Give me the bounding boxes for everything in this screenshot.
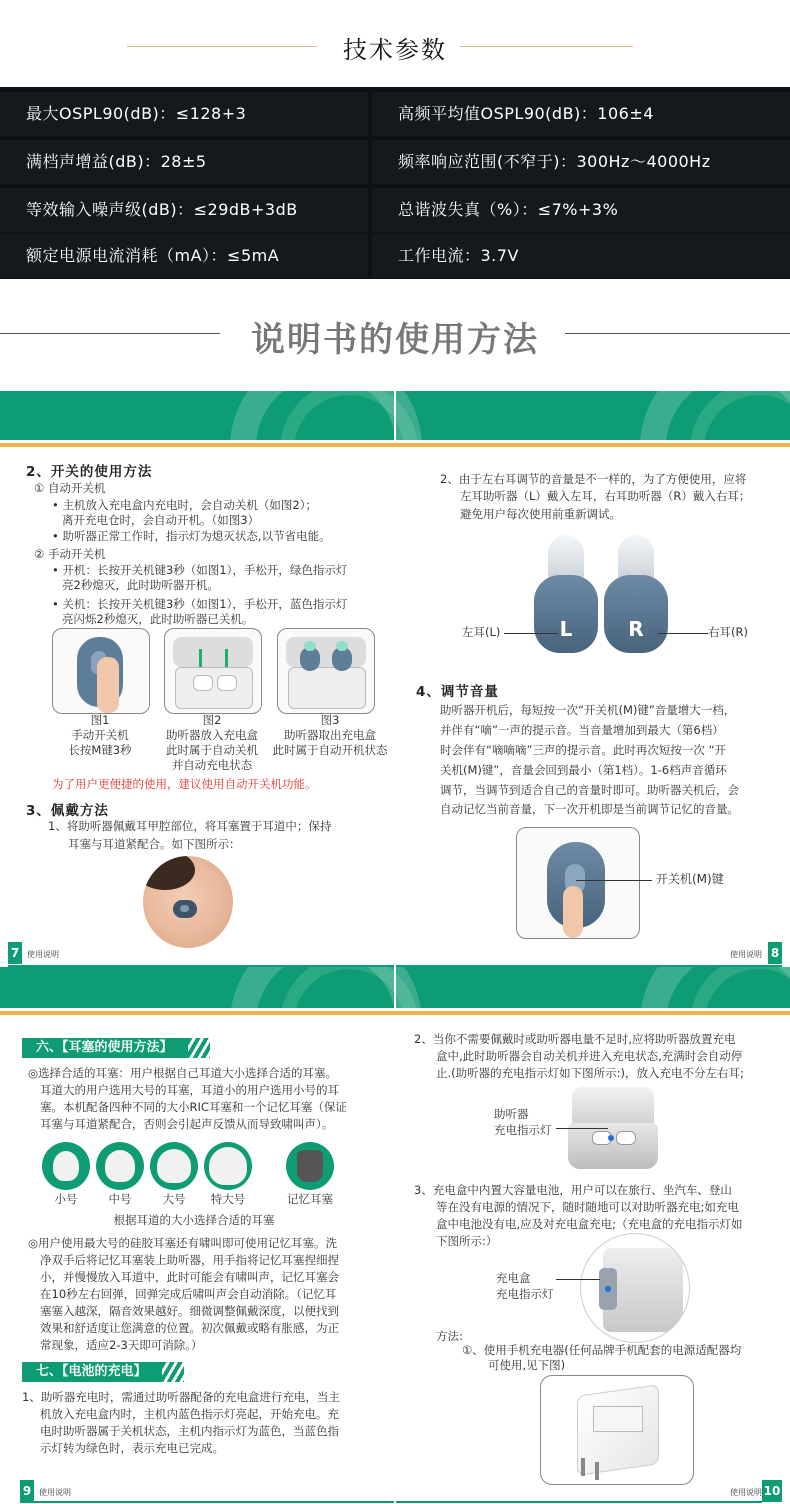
method-label: 方法: xyxy=(436,1329,463,1343)
page-7 xyxy=(0,447,394,967)
spec-cell: 高频平均值OSPL90(dB)：106±4 xyxy=(372,92,790,136)
text-line: 左耳助听器（L）戴入左耳，右耳助听器（R）戴入右耳； xyxy=(460,489,751,503)
eartip-label: 小号 xyxy=(54,1192,78,1206)
figure-2-image xyxy=(164,628,262,714)
text-line: 示灯转为绿色时，表示充电已完成。 xyxy=(40,1441,224,1455)
key-label: 开关机(M)键 xyxy=(656,872,724,886)
eartip-xlarge-image xyxy=(204,1142,252,1190)
green-banner-bottom xyxy=(0,967,790,1015)
charging-case-image xyxy=(568,1087,658,1171)
page-number: 8 xyxy=(768,942,782,964)
left-hearing-aid-image xyxy=(534,535,598,653)
page-number: 10 xyxy=(762,1480,782,1502)
spec-cell: 总谐波失真（%）：≤7%+3% xyxy=(372,188,790,232)
section-tag-charging: 七、【电池的充电】 xyxy=(22,1362,162,1382)
page-10 xyxy=(396,1015,790,1504)
eartip-memory-image xyxy=(286,1142,334,1190)
text-line: 时会伴有“嘀嘀嘀”三声的提示音。此时再次短按一次 “开 xyxy=(440,743,727,757)
text-line: 离开充电仓时，会自动开机。（如图3） xyxy=(62,513,260,527)
text-line: ◎选择合适的耳塞：用户根据自己耳道大小选择合适的耳塞。 xyxy=(28,1066,338,1080)
manual-title: ② 手动开关机 xyxy=(34,547,106,561)
eartip-small-image xyxy=(42,1142,90,1190)
indicator-label: 充电指示灯 xyxy=(496,1287,554,1301)
text-line: 助听器开机后，每短按一次“开关机(M)键”音量增大一档， xyxy=(440,703,736,717)
text-line: 盒中电池没有电,应及对充电盒充电;（充电盒的充电指示灯如 xyxy=(436,1217,743,1231)
right-hearing-aid-image xyxy=(604,535,668,653)
indicator-pointer-line xyxy=(556,1279,600,1280)
text-line: 净双手后将记忆耳塞装上助听器，用手指将记忆耳塞捏细捏 xyxy=(40,1253,339,1267)
page-label: 使用说明 xyxy=(39,1488,71,1497)
indicator-label: 充电指示灯 xyxy=(494,1123,552,1137)
text-line: 盒中,此时助听器会自动关机并进入充电状态,充满时会自动停 xyxy=(436,1049,743,1063)
page-9 xyxy=(0,1015,394,1504)
ear-wearing-photo xyxy=(143,856,233,948)
indicator-label: 充电盒 xyxy=(496,1271,531,1285)
left-pointer-line xyxy=(504,633,558,634)
text-line: • 主机放入充电盒内充电时，会自动关机（如图2）； xyxy=(52,498,318,512)
text-line: 下图所示:） xyxy=(436,1234,498,1248)
key-pointer-line xyxy=(576,880,652,881)
figure-1-caption: 图1 手动开关机 长按M键3秒 xyxy=(68,713,132,757)
eartip-label: 大号 xyxy=(162,1192,186,1206)
text-line: 关机(M)键”，音量会回到最小（第1档）。1-6档声音循环 xyxy=(440,763,727,777)
text-line: 止.(助听器的充电指示灯如下图所示:)，放入充电不分左右耳; xyxy=(436,1066,744,1080)
text-line: 等在没有电源的情况下，随时随地可以对助听器充电;如充电 xyxy=(436,1200,739,1214)
eartip-label: 中号 xyxy=(108,1192,132,1206)
text-line: 可使用,见下图) xyxy=(488,1358,566,1372)
power-key-image xyxy=(516,827,640,939)
right-ear-label: 右耳(R) xyxy=(708,625,748,639)
figure-3-image xyxy=(277,628,375,714)
figure-1-image xyxy=(52,628,150,714)
eartip-caption: 根据耳道的大小选择合适的耳塞 xyxy=(113,1213,275,1227)
spec-table xyxy=(0,87,790,279)
text-line: 亮闪烁2秒熄灭，此时助听器已关机。 xyxy=(62,612,254,626)
header-line-right xyxy=(460,46,633,47)
text-line: 小，并慢慢放入耳道中，此时可能会有啸叫声，记忆耳塞会 xyxy=(40,1270,339,1284)
page-label: 使用说明 xyxy=(730,1488,762,1497)
page-bottom-bar xyxy=(20,1501,394,1503)
text-line: 1、将助听器佩戴耳甲腔部位，将耳塞置于耳道中；保持 xyxy=(48,819,332,833)
page-8 xyxy=(396,447,790,967)
auto-switch-note: 为了用户更便捷的使用，建议使用自动开关机功能。 xyxy=(52,777,317,791)
indicator-label: 助听器 xyxy=(494,1107,529,1121)
eartip-medium-image xyxy=(96,1142,144,1190)
text-line: 亮2秒熄灭，此时助听器开机。 xyxy=(62,578,219,592)
text-line: 1、助听器充电时，需通过助听器配备的充电盒进行充电，当主 xyxy=(22,1390,340,1404)
text-line: 效果和舒适度让您满意的位置。初次佩戴或略有胀感，为正 xyxy=(40,1321,339,1335)
left-mark: L xyxy=(559,617,573,641)
text-line: • 开机：长按开关机键3秒（如图1），手松开，绿色指示灯 xyxy=(52,563,348,577)
spec-cell: 最大OSPL90(dB)：≤128+3 xyxy=(0,92,368,136)
heading-wearing: 3、佩戴方法 xyxy=(26,803,109,819)
spec-cell: 工作电流：3.7V xyxy=(372,234,790,278)
text-line: 3、充电盒中内置大容量电池，用户可以在旅行、坐汽车、登山 xyxy=(414,1183,732,1197)
spec-cell: 满档声增益(dB)：28±5 xyxy=(0,140,368,184)
text-line: 2、当你不需要佩戴时或助听器电量不足时,应将助听器放置充电 xyxy=(414,1032,736,1046)
section-tag-eartips: 六、【耳塞的使用方法】 xyxy=(22,1038,188,1058)
right-mark: R xyxy=(628,617,644,641)
eartip-label: 特大号 xyxy=(210,1192,246,1206)
page-bottom-bar xyxy=(396,1501,762,1503)
figure-2-caption: 图2 助听器放入充电盒 此时属于自动关机 并自动充电状态 xyxy=(166,713,258,772)
text-line: 电时助听器属于关机状态，主机内指示灯为蓝色，当蓝色指 xyxy=(40,1424,339,1438)
text-line: 调节，当调节到适合自己的音量时即可。助听器关机后，会 xyxy=(440,783,739,797)
header-title: 技术参数 xyxy=(343,36,447,64)
page-label: 使用说明 xyxy=(730,950,762,959)
green-banner-top xyxy=(0,391,790,447)
left-ear-label: 左耳(L) xyxy=(462,625,501,639)
auto-title: ① 自动开关机 xyxy=(34,481,106,495)
text-line: 耳塞与耳道紧配合，否则会引起声反馈从而导致啸叫声）。 xyxy=(40,1117,334,1131)
section-line-right xyxy=(565,333,790,334)
text-line: 在10秒左右回弹，回弹完成后啸叫声会自动消除。（记忆耳 xyxy=(40,1287,337,1301)
charging-case-closeup-image xyxy=(580,1233,690,1343)
heading-switch: 2、开关的使用方法 xyxy=(26,464,153,480)
text-line: 并伴有“嘀”一声的提示音。当音量增加到最大（第6档） xyxy=(440,723,724,737)
text-line: ①、使用手机充电器(任何品牌手机配套的电源适配器均 xyxy=(462,1343,742,1357)
text-line: 常现象，适应2-3天即可消除。） xyxy=(40,1338,203,1352)
text-line: • 关机：长按开关机键3秒（如图1），手松开，蓝色指示灯 xyxy=(52,597,348,611)
text-line: 塞。本机配备四种不同的大小RIC耳塞和一个记忆耳塞（保证 xyxy=(40,1100,347,1114)
page-number: 9 xyxy=(20,1480,34,1502)
text-line: 耳道大的用户选用大号的耳塞，耳道小的用户选用小号的耳 xyxy=(40,1083,339,1097)
usb-adapter-image xyxy=(540,1375,694,1485)
section-title: 说明书的使用方法 xyxy=(251,320,539,360)
indicator-pointer-line xyxy=(556,1128,608,1129)
text-line: 机放入充电盒内时，主机内蓝色指示灯亮起，开始充电。充 xyxy=(40,1407,339,1421)
eartip-large-image xyxy=(150,1142,198,1190)
spec-cell: 额定电源电流消耗（mA）：≤5mA xyxy=(0,234,368,278)
spec-cell: 等效输入噪声级(dB)：≤29dB+3dB xyxy=(0,188,368,232)
eartip-label: 记忆耳塞 xyxy=(287,1192,333,1206)
text-line: 耳塞与耳道紧配合。如下图所示： xyxy=(68,837,241,851)
text-line: ◎用户使用最大号的硅胶耳塞还有啸叫即可使用记忆耳塞。洗 xyxy=(28,1236,338,1250)
figure-3-caption: 图3 助听器取出充电盒 此时属于自动开机状态 xyxy=(272,713,388,757)
page-number: 7 xyxy=(8,942,22,964)
heading-volume: 4、调节音量 xyxy=(416,684,499,700)
text-line: 自动记忆当前音量，下一次开机即是当前调节记忆的音量。 xyxy=(440,802,739,816)
text-line: 避免用户每次使用前重新调试。 xyxy=(460,507,621,521)
text-line: 塞塞入越深，隔音效果越好。细微调整佩戴深度，以便找到 xyxy=(40,1304,339,1318)
text-line: 2、由于左右耳调节的音量是不一样的，为了方便使用，应将 xyxy=(440,472,747,486)
spec-cell: 频率响应范围(不窄于)：300Hz～4000Hz xyxy=(372,140,790,184)
page-label: 使用说明 xyxy=(27,950,59,959)
right-pointer-line xyxy=(658,633,708,634)
text-line: • 助听器正常工作时，指示灯为熄灭状态,以节省电能。 xyxy=(52,529,331,543)
